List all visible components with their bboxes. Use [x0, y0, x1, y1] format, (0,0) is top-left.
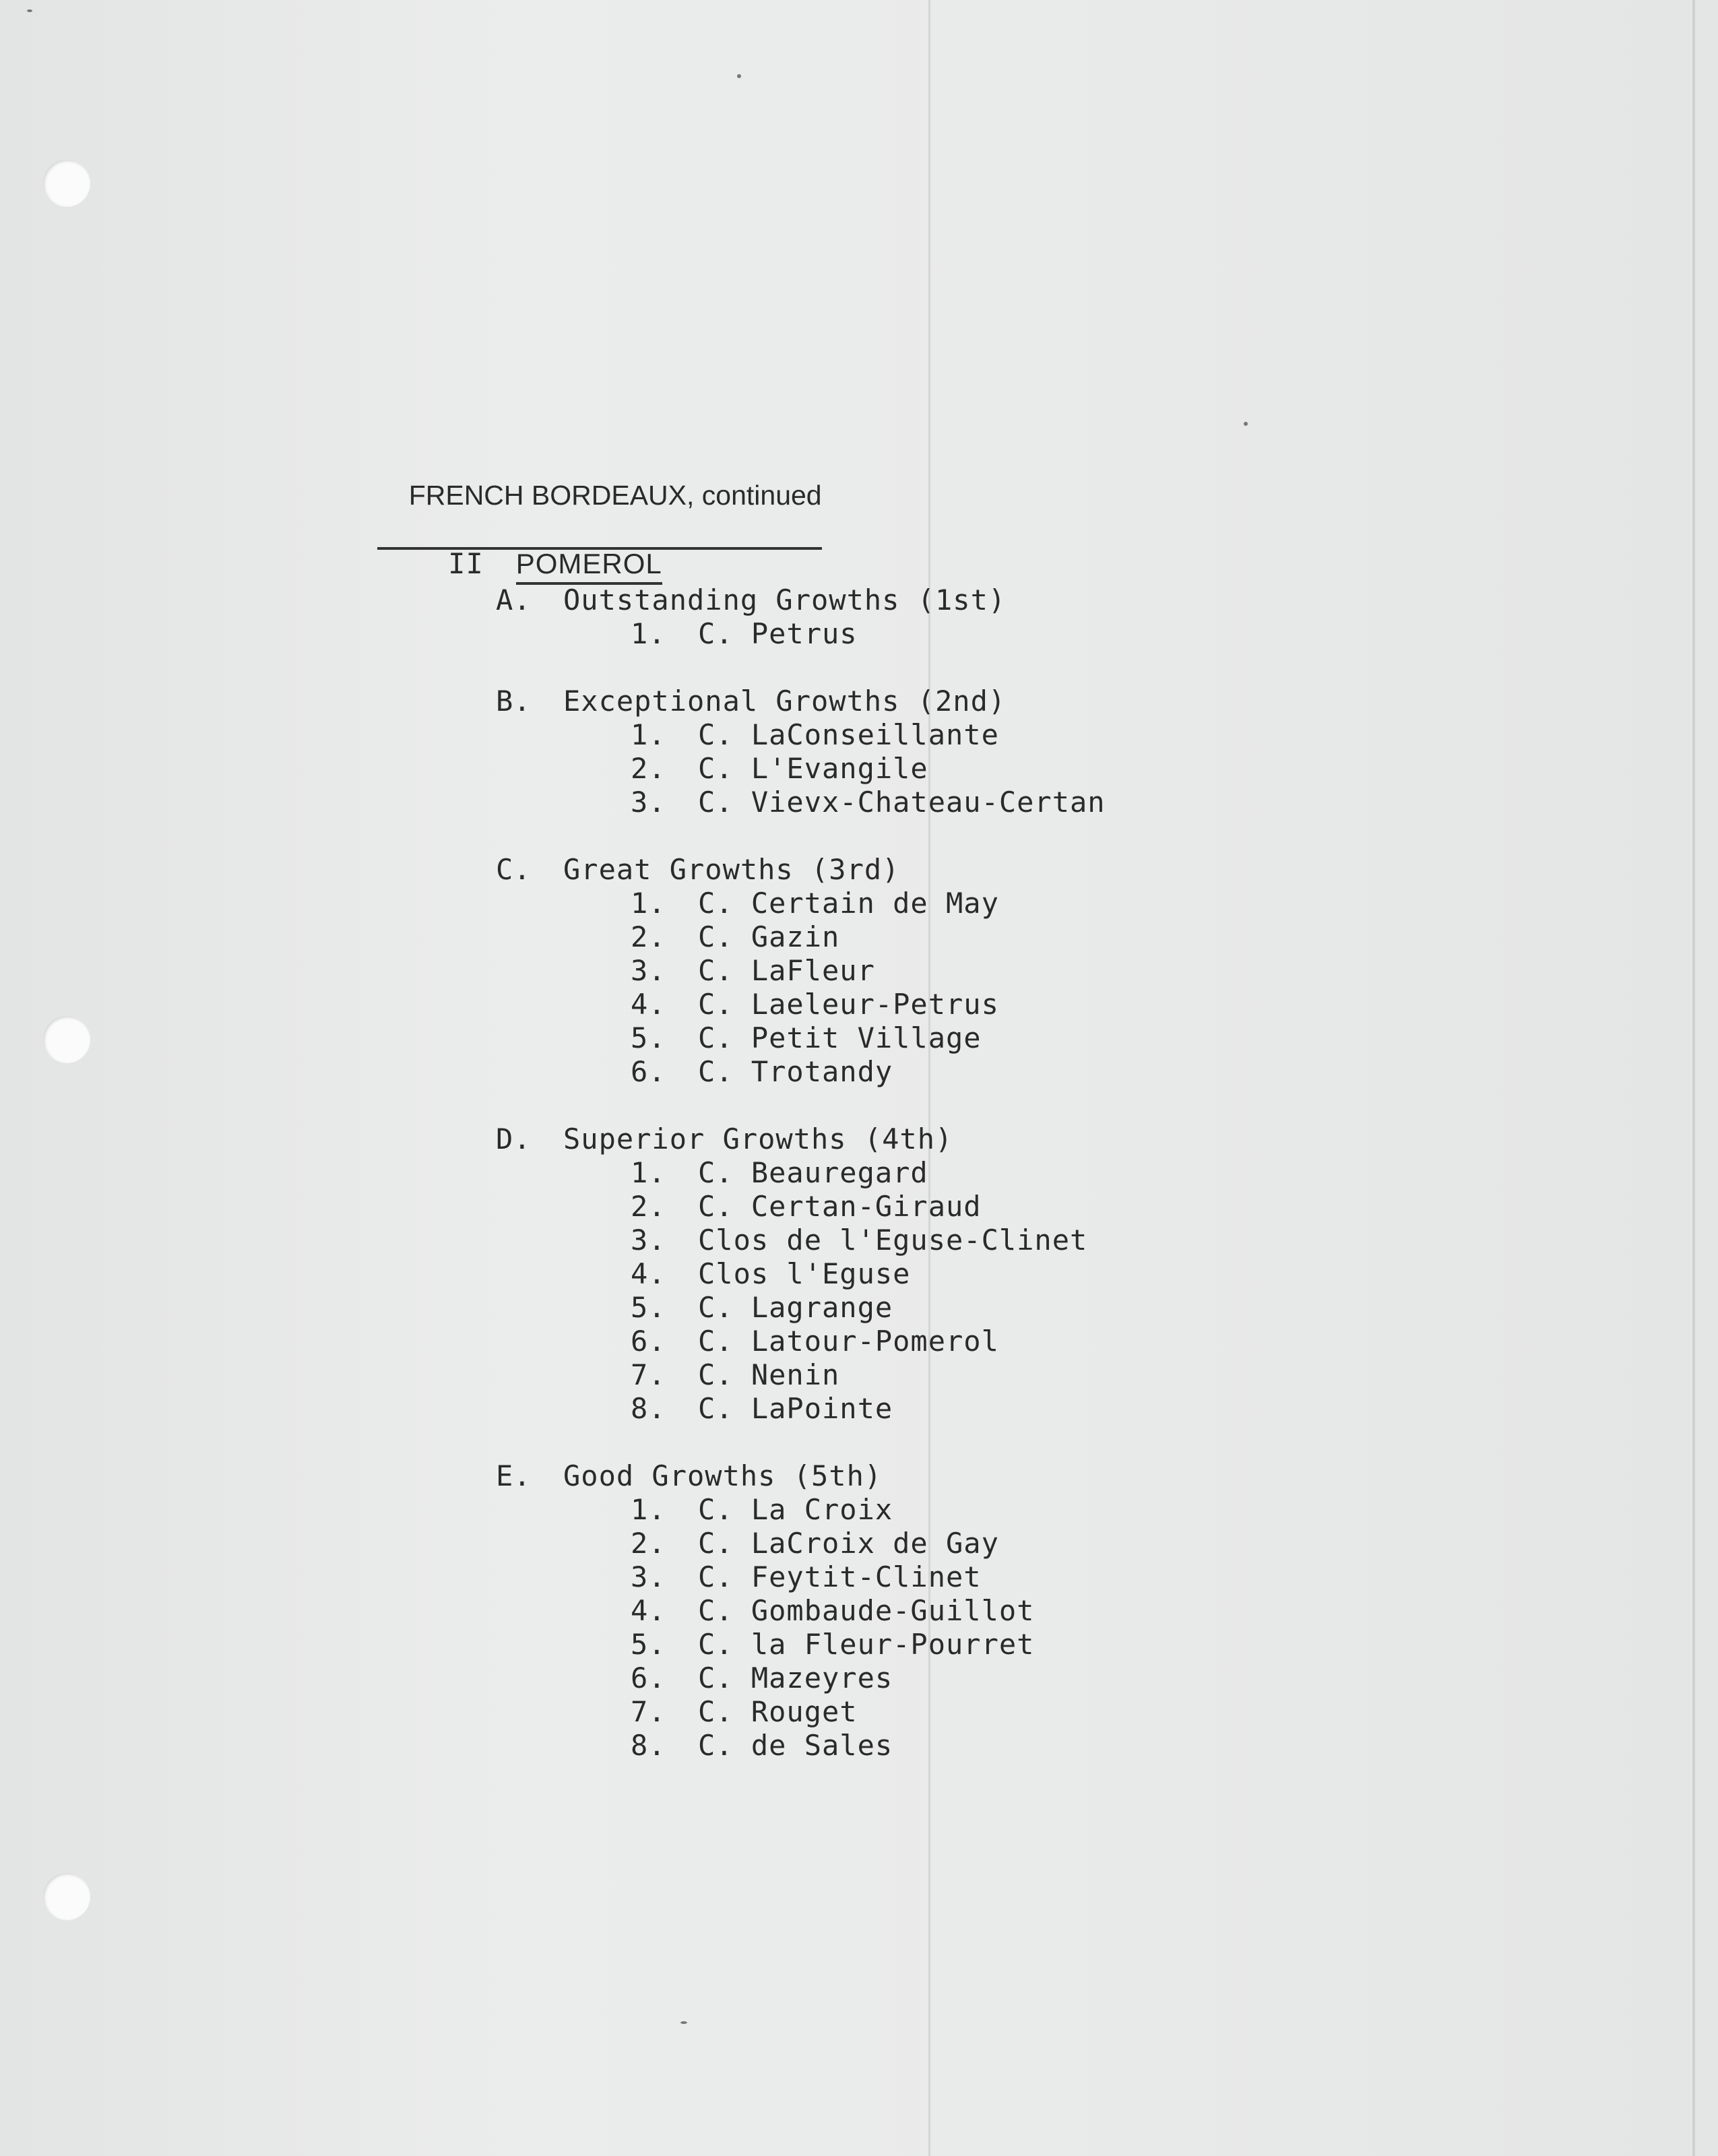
list-item-number: 4.: [631, 988, 666, 1021]
list-item: [631, 1729, 893, 1763]
group-letter: A.: [496, 583, 532, 616]
group-letter: E.: [496, 1459, 532, 1492]
list-item-name: Clos de l'Eguse-Clinet: [698, 1224, 1088, 1257]
group-title: Great Growths (3rd): [563, 853, 900, 886]
list-item: [631, 1325, 999, 1358]
paper-speck: [27, 9, 32, 12]
list-item-name: C. L'Evangile: [698, 752, 928, 785]
group-letter: B.: [496, 685, 532, 718]
list-item: [631, 1392, 893, 1426]
group-heading: [496, 1459, 882, 1493]
list-item-name: C. Laeleur-Petrus: [698, 988, 999, 1021]
list-item: [631, 1661, 893, 1695]
list-item-name: C. Gazin: [698, 920, 840, 953]
paper-speck: [1244, 422, 1248, 426]
list-item-number: 2.: [631, 1527, 666, 1560]
punch-hole-middle: [43, 1016, 90, 1063]
list-item-number: 5.: [631, 1021, 666, 1054]
list-item: [631, 887, 999, 920]
list-item: [631, 1291, 893, 1325]
list-item-number: 6.: [631, 1661, 666, 1694]
list-item-name: C. la Fleur-Pourret: [698, 1628, 1035, 1661]
paper-speck: [737, 74, 741, 78]
list-item-number: 6.: [631, 1325, 666, 1358]
list-item-name: C. LaPointe: [698, 1392, 893, 1425]
list-item-name: C. Trotandy: [698, 1055, 893, 1088]
list-item-number: 6.: [631, 1055, 666, 1088]
list-item-number: 8.: [631, 1729, 666, 1762]
list-item: [631, 1156, 928, 1190]
list-item-name: C. LaFleur: [698, 954, 875, 987]
list-item-number: 4.: [631, 1594, 666, 1627]
list-item-name: C. Gombaude-Guillot: [698, 1594, 1035, 1627]
punch-hole-bottom: [43, 1873, 90, 1920]
list-item-number: 1.: [631, 887, 666, 920]
group-letter: D.: [496, 1122, 532, 1155]
list-item: [631, 1224, 1087, 1257]
list-item: [631, 718, 999, 752]
list-item-name: C. Vievx-Chateau-Certan: [698, 786, 1106, 819]
list-item: [631, 1358, 839, 1392]
list-item-name: C. Petit Village: [698, 1021, 982, 1054]
list-item-number: 1.: [631, 617, 666, 650]
list-item: [631, 1560, 982, 1594]
list-item-number: 3.: [631, 1560, 666, 1593]
list-item-number: 5.: [631, 1291, 666, 1324]
punch-hole-top: [43, 160, 90, 207]
list-item-name: C. Rouget: [698, 1695, 858, 1728]
list-item: [631, 988, 999, 1021]
list-item: [631, 1628, 1034, 1661]
list-item: [631, 1594, 1034, 1628]
list-item: [631, 1493, 893, 1527]
list-item-name: C. Feytit-Clinet: [698, 1560, 982, 1593]
list-item: [631, 1021, 982, 1055]
list-item: [631, 1055, 893, 1089]
list-item-name: C. La Croix: [698, 1493, 893, 1526]
list-item-name: C. Certan-Giraud: [698, 1190, 982, 1223]
list-item-number: 1.: [631, 718, 666, 751]
list-item: [631, 617, 858, 651]
group-heading: [496, 583, 1006, 617]
list-item-number: 1.: [631, 1156, 666, 1189]
paper-speck: [680, 2021, 687, 2024]
list-item: [631, 786, 1106, 819]
list-item-name: C. Certain de May: [698, 887, 999, 920]
list-item-name: Clos l'Eguse: [698, 1257, 911, 1290]
list-item: [631, 1527, 999, 1560]
list-item-number: 4.: [631, 1257, 666, 1290]
list-item-number: 3.: [631, 954, 666, 987]
list-item: [631, 752, 928, 786]
list-item: [631, 954, 875, 988]
page-fold-line: [928, 0, 930, 2156]
list-item: [631, 1190, 982, 1224]
list-item-name: C. Mazeyres: [698, 1661, 893, 1694]
list-item-number: 1.: [631, 1493, 666, 1526]
list-item-number: 5.: [631, 1628, 666, 1661]
list-item-name: C. Lagrange: [698, 1291, 893, 1324]
list-item-number: 8.: [631, 1392, 666, 1425]
section-number: II: [448, 547, 484, 580]
list-item: [631, 1695, 858, 1729]
list-item-name: C. Beauregard: [698, 1156, 928, 1189]
section-name: POMEROL: [516, 547, 662, 585]
list-item: [631, 1257, 910, 1291]
group-title: Good Growths (5th): [563, 1459, 883, 1492]
list-item-number: 7.: [631, 1695, 666, 1728]
list-item-name: C. LaConseillante: [698, 718, 999, 751]
list-item-name: C. Latour-Pomerol: [698, 1325, 999, 1358]
page-edge-shadow: [1692, 0, 1695, 2156]
list-item-number: 7.: [631, 1358, 666, 1391]
group-heading: [496, 685, 1006, 718]
list-item-number: 2.: [631, 752, 666, 785]
list-item-number: 3.: [631, 786, 666, 819]
list-item-number: 2.: [631, 1190, 666, 1223]
page-title-text: FRENCH BORDEAUX, continued: [408, 480, 822, 511]
list-item-number: 3.: [631, 1224, 666, 1257]
group-title: Superior Growths (4th): [563, 1122, 953, 1155]
group-letter: C.: [496, 853, 532, 886]
group-title: Outstanding Growths (1st): [563, 583, 1007, 616]
group-heading: [496, 853, 899, 887]
list-item-number: 2.: [631, 920, 666, 953]
group-title: Exceptional Growths (2nd): [563, 685, 1007, 718]
list-item: [631, 920, 839, 954]
list-item-name: C. Petrus: [698, 617, 858, 650]
list-item-name: C. de Sales: [698, 1729, 893, 1762]
group-heading: [496, 1122, 953, 1156]
list-item-name: C. Nenin: [698, 1358, 840, 1391]
list-item-name: C. LaCroix de Gay: [698, 1527, 999, 1560]
